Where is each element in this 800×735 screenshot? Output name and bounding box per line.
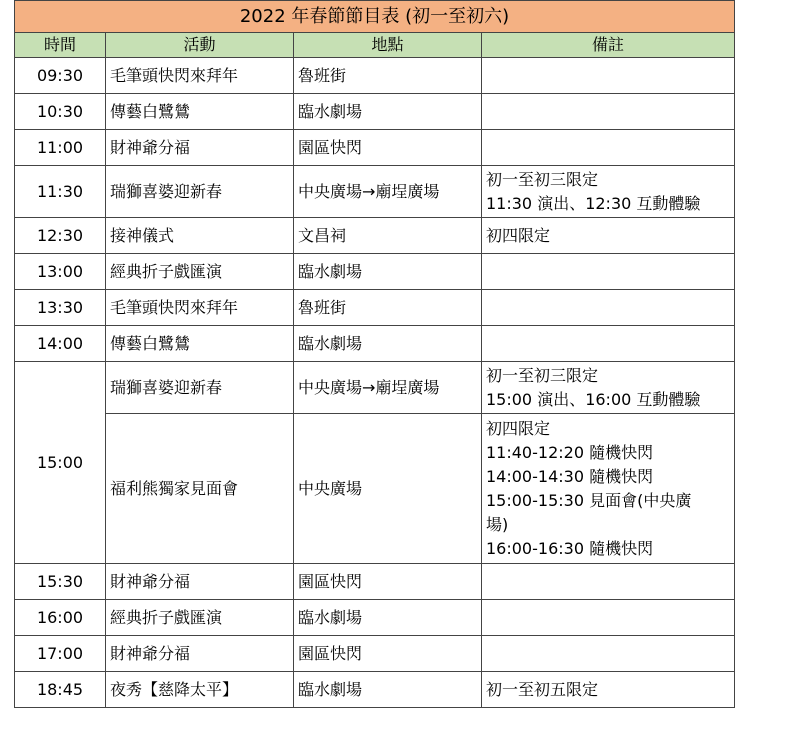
note-cell <box>482 326 735 362</box>
note-line: 11:40-12:20 隨機快閃 <box>486 442 654 462</box>
table-row <box>15 600 735 636</box>
location-cell: 中央廣場 <box>294 414 482 564</box>
activity-cell: 經典折子戲匯演 <box>106 254 294 290</box>
note-cell <box>482 166 735 218</box>
header-note: 備註 <box>482 33 735 58</box>
activity-cell: 傳藝白鷺鷥 <box>106 326 294 362</box>
note-cell <box>482 254 735 290</box>
activity-cell: 瑞獅喜婆迎新春 <box>106 362 294 414</box>
table-row <box>15 254 735 290</box>
note-cell <box>482 600 735 636</box>
note-cell <box>482 362 735 414</box>
note-line: 15:00 演出、16:00 互動體驗 <box>486 389 701 409</box>
note-line: 場) <box>486 514 509 534</box>
note-cell <box>482 58 735 94</box>
table-row <box>15 326 735 362</box>
activity-cell: 財神爺分福 <box>106 636 294 672</box>
activity-cell: 財神爺分福 <box>106 564 294 600</box>
activity-cell: 經典折子戲匯演 <box>106 600 294 636</box>
table-row <box>15 636 735 672</box>
location-cell: 中央廣場→廟埕廣場 <box>294 166 482 218</box>
location-cell: 園區快閃 <box>294 636 482 672</box>
location-cell: 園區快閃 <box>294 130 482 166</box>
note-line: 14:00-14:30 隨機快閃 <box>486 466 654 486</box>
time-cell: 11:00 <box>15 130 106 166</box>
note-line: 初四限定 <box>486 225 551 245</box>
time-cell: 13:30 <box>15 290 106 326</box>
time-cell: 10:30 <box>15 94 106 130</box>
schedule-table <box>14 0 735 708</box>
note-line: 初一至初三限定 <box>486 169 599 189</box>
location-cell: 臨水劇場 <box>294 326 482 362</box>
time-cell: 18:45 <box>15 672 106 708</box>
note-line: 初四限定 <box>486 418 551 438</box>
time-cell: 11:30 <box>15 166 106 218</box>
table-row <box>15 414 735 564</box>
activity-cell: 傳藝白鷺鷥 <box>106 94 294 130</box>
location-cell: 臨水劇場 <box>294 600 482 636</box>
location-cell: 園區快閃 <box>294 564 482 600</box>
time-cell: 09:30 <box>15 58 106 94</box>
header-time: 時間 <box>15 33 106 58</box>
activity-cell: 接神儀式 <box>106 218 294 254</box>
table-row <box>15 58 735 94</box>
header-activity: 活動 <box>106 33 294 58</box>
time-cell: 13:00 <box>15 254 106 290</box>
note-line: 初一至初五限定 <box>486 679 599 699</box>
time-cell: 12:30 <box>15 218 106 254</box>
location-cell: 臨水劇場 <box>294 672 482 708</box>
note-cell <box>482 636 735 672</box>
note-cell <box>482 564 735 600</box>
time-cell: 14:00 <box>15 326 106 362</box>
table-row <box>15 94 735 130</box>
note-cell <box>482 130 735 166</box>
activity-cell: 瑞獅喜婆迎新春 <box>106 166 294 218</box>
note-cell <box>482 414 735 564</box>
note-line: 16:00-16:30 隨機快閃 <box>486 538 654 558</box>
table-row <box>15 218 735 254</box>
location-cell: 中央廣場→廟埕廣場 <box>294 362 482 414</box>
note-cell <box>482 94 735 130</box>
table-title: 2022 年春節節目表 (初一至初六) <box>15 1 735 33</box>
header-location: 地點 <box>294 33 482 58</box>
activity-cell: 福利熊獨家見面會 <box>106 414 294 564</box>
activity-cell: 毛筆頭快閃來拜年 <box>106 290 294 326</box>
table-row <box>15 564 735 600</box>
table-row <box>15 362 735 414</box>
note-cell <box>482 218 735 254</box>
time-cell: 15:30 <box>15 564 106 600</box>
location-cell: 文昌祠 <box>294 218 482 254</box>
time-cell: 16:00 <box>15 600 106 636</box>
activity-cell: 財神爺分福 <box>106 130 294 166</box>
location-cell: 魯班街 <box>294 58 482 94</box>
location-cell: 臨水劇場 <box>294 94 482 130</box>
note-cell <box>482 672 735 708</box>
note-cell <box>482 290 735 326</box>
note-line: 11:30 演出、12:30 互動體驗 <box>486 193 701 213</box>
table-row <box>15 130 735 166</box>
table-row <box>15 166 735 218</box>
activity-cell: 毛筆頭快閃來拜年 <box>106 58 294 94</box>
time-cell: 15:00 <box>15 362 106 564</box>
location-cell: 魯班街 <box>294 290 482 326</box>
location-cell: 臨水劇場 <box>294 254 482 290</box>
note-line: 15:00-15:30 見面會(中央廣 <box>486 490 692 510</box>
activity-cell: 夜秀【慈降太平】 <box>106 672 294 708</box>
note-line: 初一至初三限定 <box>486 365 599 385</box>
time-cell: 17:00 <box>15 636 106 672</box>
table-row <box>15 290 735 326</box>
table-row <box>15 672 735 708</box>
